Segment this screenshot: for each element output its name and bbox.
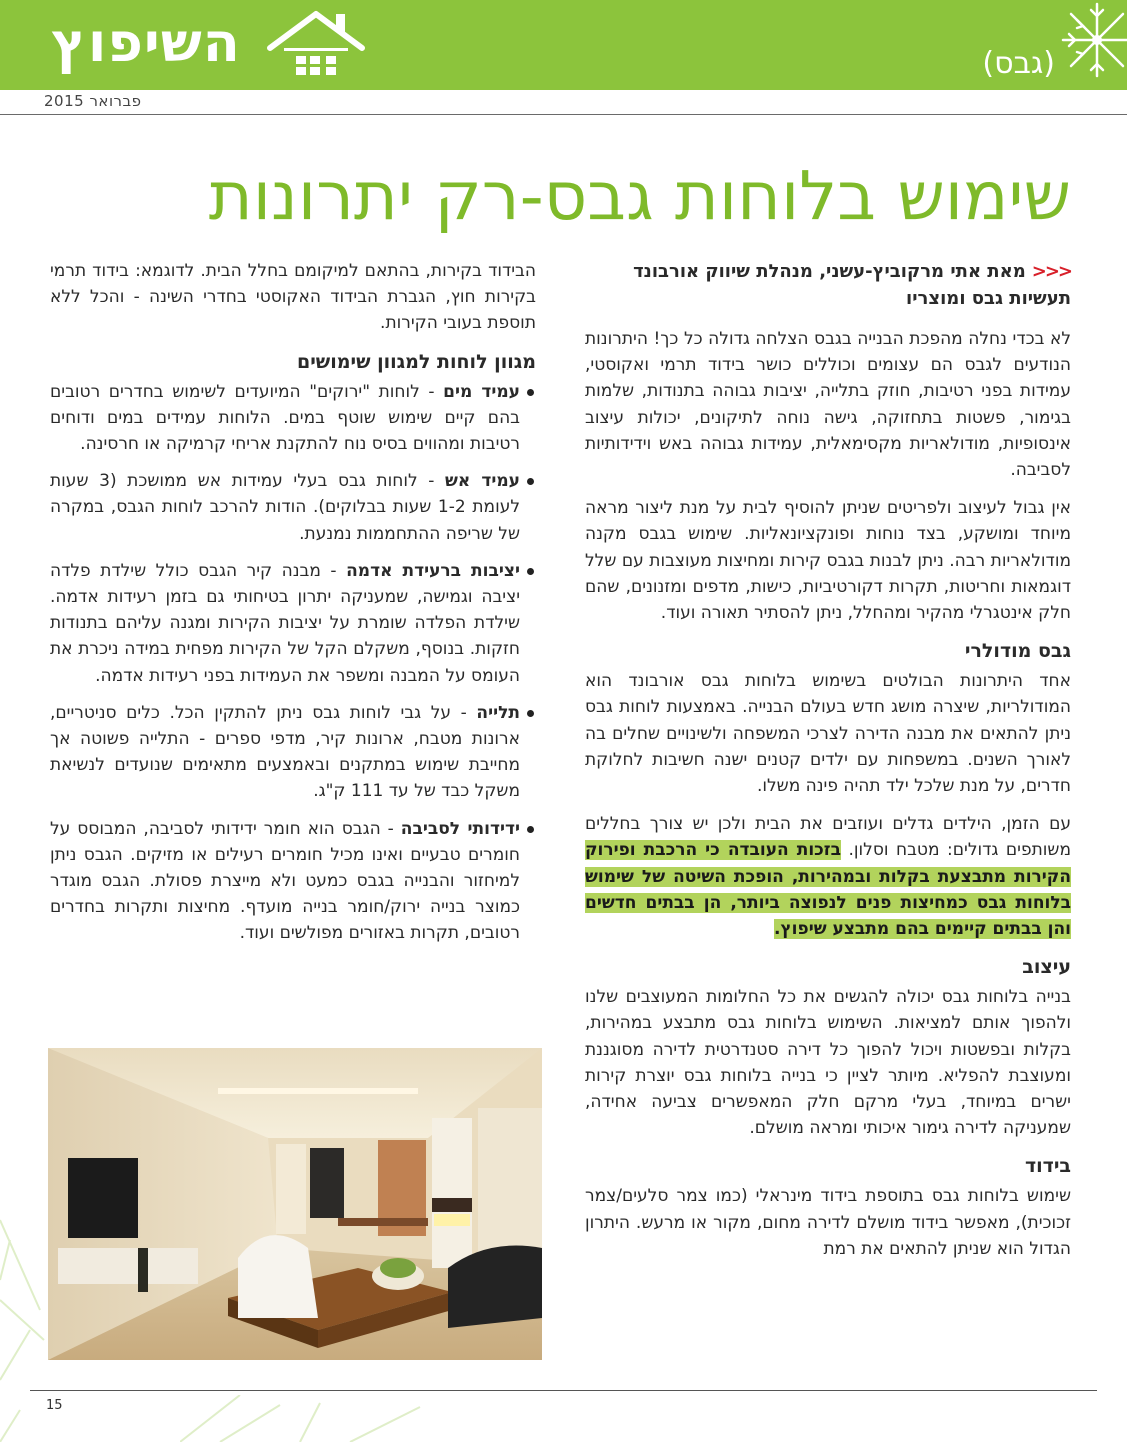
list-item [50, 468, 536, 547]
category-label: (גבס) [982, 46, 1055, 81]
decorative-leaf-pattern-bottom [180, 1395, 440, 1442]
house-icon [266, 8, 366, 82]
bullet-text: - הגבס הוא חומר ידידותי לסביבה, המבוסס על חומרים טבעיים ואינו מכיל חומרים רעילים או מזיקים. הגבס ניתן למיחזור והבנייה בגבס כמעט ולא מייצרת פסולת. הגבס מוגדר כמוצר בנייה ירוק/חומר בנייה מועדף. מחיצות ותקרות בחדרים רטובים, תקרות באזורים מפולשים ועוד. [50, 818, 520, 944]
boards-heading: מגוון לוחות למגוון שימושים [296, 350, 536, 373]
article-headline: שימוש בלוחות גבס-רק יתרונות [208, 157, 1071, 235]
bullet-text: - על גבי לוחות גבס ניתן להתקין הכל. כלים סניטריים, ארונות מטבח, ארונות קיר, מדפי ספרים - התלייה פשוטה אך מחייבת שימוש במתקנים ובאמצעים מתאימים שנועדים לנשיאת משקל כבד של עד 111 ק"ג. [50, 702, 520, 802]
intro-paragraph-2: אין גבול לעיצוב ולפריטים שניתן להוסיף לבית על מנת ליצור מראה מיוחד ומושקע, בצד נוחות ופונקציונאליות. שימוש בגבס מקנה מודולאריות רבה. ניתן לבנות בגבס קירות ומחיצות מעוצבות עם שלל דוגמאות וחריטות, תקרות דקורטיביות, כישות, מדפים ומזנונים, שהם חלק אינטגרלי מהקיר ומהחלל, ניתן להסתיר תאורה ועוד. [585, 498, 1071, 624]
list-item [50, 379, 536, 458]
modular-paragraph-1: אחד היתרונות הבולטים בשימוש בלוחות גבס אורבונד הוא המודולריות, שיצרה מושג חדש בעולם הבנייה. באמצעות לוחות גבס ניתן להתאים את מבנה הדירה לצרכי המשפחה ולשינויים שחלים בה לאורך השנים. במשפחות עם ילדים קטנים ישנה חשיבות לחלוקת חדרים, על מנת שלכל ילד תהיה פינה משלו. [585, 671, 1071, 797]
insulation-continued-paragraph: הבידוד בקירות, בהתאם למיקומם בחלל הבית. לדוגמא: בידוד תרמי בקירות חוץ, הגברת הבידוד האקוסטי בחדרי השינה - והכל ללא תוספת בעובי הקירות. [50, 261, 536, 334]
modular-paragraph-2 [585, 811, 1071, 942]
bullet-term: ידידותי לסביבה [400, 818, 520, 839]
boards-list [50, 379, 536, 947]
bullet-text: - מבנה קיר הגבס כולל שילדת פלדה יציבה וגמישה, שמעניקה יתרון בטיחותי גם בזמן רעידות אדמה. שילדת הפלדה שומרת על יציבות הקירות ומגנה עליהם בתנודות חזקות. בנוסף, משקלם הקל של הקירות מפחית במידה ניכרת את העומס על המבנה ומשפר את העמידות בפני רעידות אדמה. [50, 560, 520, 686]
interior-photo [48, 1048, 542, 1360]
bullet-term: תלייה [476, 702, 520, 723]
list-item [50, 816, 536, 947]
bullet-text: - לוחות "ירוקים" המיועדים לשימוש בחדרים רטובים בהם קיים שימוש שוטף במים. הלוחות עמידים במים ודוחים רטיבות ומהווים בסיס נוח להתקנת אריחי קרמיקה או חרסינה. [50, 381, 520, 455]
modular-paragraph-2-text: עם הזמן, הילדים גדלים ועוזבים את הבית ולכן יש צורך בחללים משותפים גדולים: מטבח וסלון. [585, 814, 1071, 861]
magazine-logo-text: השיפוץ [51, 11, 241, 74]
decorative-leaf-pattern [0, 1180, 46, 1442]
footer-rule [30, 1390, 1097, 1391]
design-heading: עיצוב [1022, 956, 1071, 979]
insulation-heading: בידוד [1024, 1155, 1071, 1178]
date-bar [0, 90, 1127, 115]
bullet-term: עמיד מים [443, 381, 521, 402]
intro-paragraph-1: לא בכדי נחלה מהפכת הבנייה בגבס הצלחה גדולה כל כך! היתרונות הנודעים לגבס הם עצומים וכוללים כושר בידוד תרמי ואקוסטי, עמידות בפני רטיבות, חוזק בתלייה, יציבות גבוהה בתנודות, שלמות בגימור, פשטות בתחזוקה, גישה נוחה לתיקונים, יכולות עיצוב אינסופיות, מודולאריות מקסימאלית, עמידות גבוהה באש וידידותיות לסביבה. [585, 329, 1071, 481]
modular-heading: גבס מודולרי [964, 640, 1071, 663]
bullet-term: יציבות ברעידת אדמה [346, 560, 520, 581]
page-number: 15 [46, 1398, 63, 1413]
list-item [50, 558, 536, 689]
byline-arrows-icon: <<< [1031, 261, 1071, 282]
byline [585, 258, 1071, 312]
highlighted-text: בזכות העובדה כי הרכבת ופירוק הקירות מתבצעת בקלות ובמהירות, הופכת השיטה של שימוש בלוחות גבס כמחיצות פנים לנפוצה ביותר, הן בבתים חדשים והן בבתים קיימים בהם מתבצע שיפוץ. [585, 840, 1071, 940]
snowflake-icon [1037, 0, 1127, 90]
right-column [585, 258, 1071, 1274]
insulation-paragraph: שימוש בלוחות גבס בתוספת בידוד מינראלי (כמו צמר סלעים/צמר זכוכית), מאפשר בידוד מושלם לדירה מחום, מקור או מרעש. היתרון הגדול הוא שניתן להתאים את רמת [585, 1186, 1071, 1259]
left-column [50, 258, 536, 958]
issue-date: פברואר 2015 [44, 92, 142, 110]
list-item [50, 700, 536, 805]
bullet-term: עמיד אש [444, 471, 520, 492]
bullet-text: - לוחות גבס בעלי עמידות אש ממושכת (3 שעות לעומת 1-2 שעות בבלוקים). הודות להרכב לוחות הגבס, במקרה של שריפה ההתחממות נמנעת. [50, 471, 521, 544]
byline-text: מאת אתי מרקוביץ-עשני, מנהלת שיווק אורבונד תעשיות גבס ומוצריו [633, 261, 1071, 309]
design-paragraph: בנייה בלוחות גבס יכולה להגשים את כל החלומות המעוצבים שלנו ולהפוך אותם למציאות. השימוש בלוחות גבס מתבצע במהירות, בקלות ובפשטות ויכול להפוך כל דירה סטנדרטית לדירה מסוגננת ומעוצבת להפליא. מיותר לציין כי בנייה בלוחות גבס יוצרת קירות ישרים במיוחד, בעלי מרקם חלק המאפשרים צביעה אחידה, שמעניקה לדירה גימור איכותי ומראה מושלם. [585, 987, 1071, 1139]
